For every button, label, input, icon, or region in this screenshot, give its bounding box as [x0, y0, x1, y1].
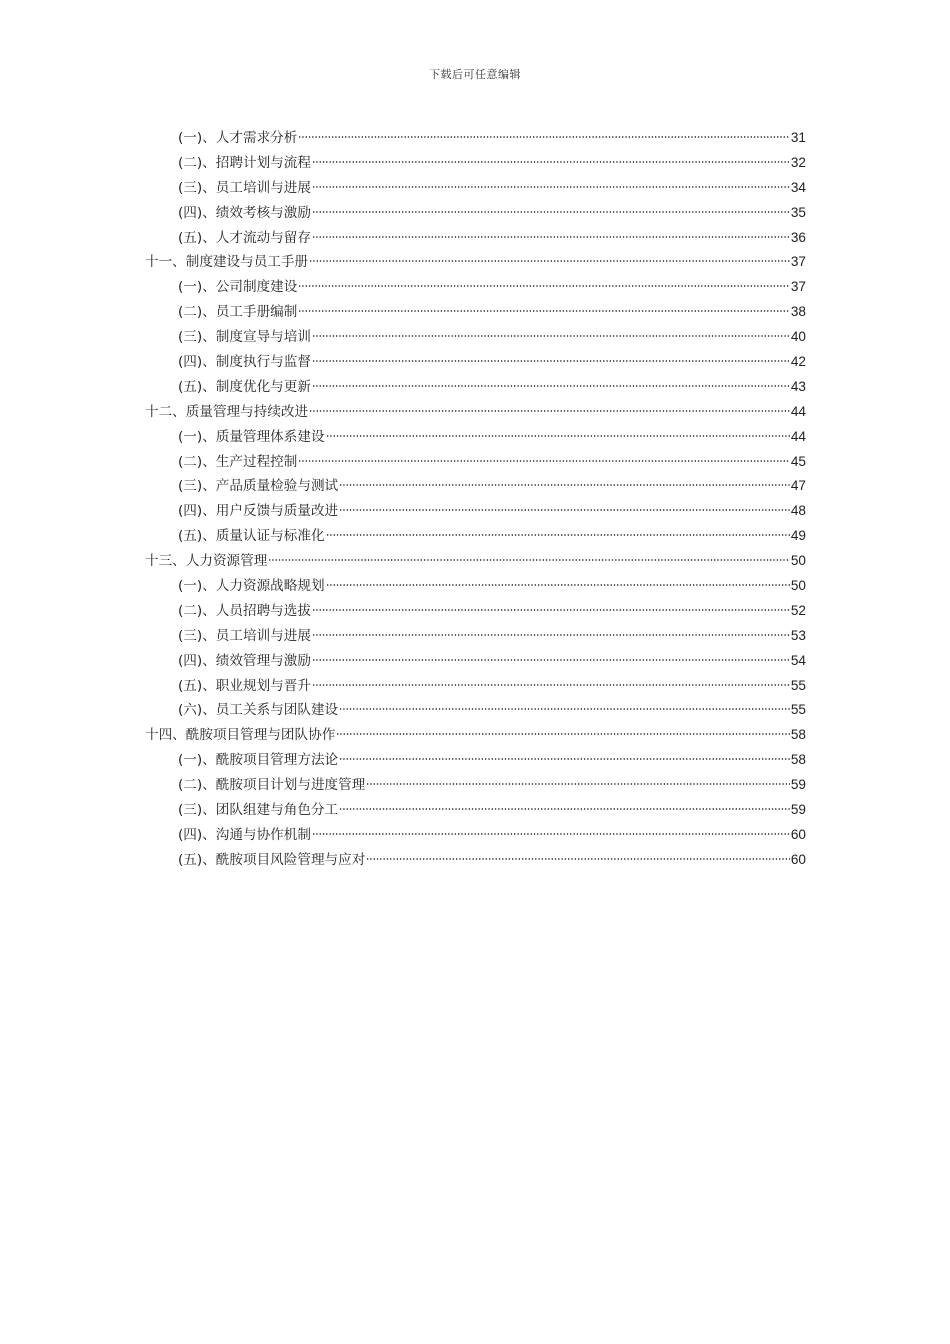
toc-dot-leader	[336, 733, 790, 735]
toc-section-entry[interactable]	[145, 350, 806, 375]
toc-entry-title: (二)、人员招聘与选拔	[178, 602, 311, 619]
toc-section-entry[interactable]	[145, 499, 806, 524]
toc-entry-title: (三)、员工培训与进展	[178, 179, 311, 196]
toc-dot-leader	[366, 858, 790, 860]
toc-section-entry[interactable]	[145, 275, 806, 300]
toc-dot-leader	[312, 684, 790, 686]
toc-section-entry[interactable]	[145, 823, 806, 848]
toc-page-number: 55	[790, 702, 806, 718]
toc-section-entry[interactable]	[145, 151, 806, 176]
toc-chapter-entry[interactable]	[145, 549, 806, 574]
toc-page-number: 48	[790, 503, 806, 519]
toc-page-number: 37	[790, 279, 806, 295]
toc-dot-leader	[309, 410, 790, 412]
toc-dot-leader	[312, 609, 790, 611]
toc-page-number: 36	[790, 229, 806, 245]
toc-entry-title: (五)、职业规划与晋升	[178, 677, 311, 694]
toc-dot-leader	[312, 659, 790, 661]
toc-chapter-entry[interactable]	[145, 400, 806, 425]
toc-entry-title: (二)、招聘计划与流程	[178, 154, 311, 171]
toc-entry-title: (二)、生产过程控制	[178, 453, 298, 470]
toc-page-number: 60	[790, 826, 806, 842]
toc-entry-title: (三)、员工培训与进展	[178, 627, 311, 644]
toc-dot-leader	[312, 161, 790, 163]
toc-dot-leader	[326, 435, 790, 437]
toc-section-entry[interactable]	[145, 848, 806, 873]
toc-section-entry[interactable]	[145, 474, 806, 499]
toc-dot-leader	[312, 236, 790, 238]
toc-section-entry[interactable]	[145, 325, 806, 350]
toc-dot-leader	[298, 460, 790, 462]
toc-section-entry[interactable]	[145, 574, 806, 599]
toc-page-number: 37	[790, 254, 806, 270]
toc-dot-leader	[326, 534, 790, 536]
toc-section-entry[interactable]	[145, 649, 806, 674]
toc-section-entry[interactable]	[145, 300, 806, 325]
toc-page-number: 42	[790, 354, 806, 370]
toc-section-entry[interactable]	[145, 624, 806, 649]
toc-entry-title: (一)、人力资源战略规划	[178, 578, 325, 595]
page-header: 下载后可任意编辑	[429, 68, 521, 81]
toc-dot-leader	[312, 385, 790, 387]
toc-entry-title: (四)、绩效管理与激励	[178, 652, 311, 669]
toc-page-number: 32	[790, 154, 806, 170]
toc-section-entry[interactable]	[145, 698, 806, 723]
toc-entry-title: 十一、制度建设与员工手册	[145, 254, 309, 271]
toc-entry-title: (三)、产品质量检验与测试	[178, 478, 339, 495]
toc-page-number: 47	[790, 478, 806, 494]
toc-section-entry[interactable]	[145, 375, 806, 400]
toc-entry-title: (五)、制度优化与更新	[178, 378, 311, 395]
toc-section-entry[interactable]	[145, 425, 806, 450]
toc-page-number: 50	[790, 578, 806, 594]
toc-entry-title: 十四、酰胺项目管理与团队协作	[145, 727, 336, 744]
toc-dot-leader	[366, 783, 790, 785]
toc-section-entry[interactable]	[145, 126, 806, 151]
toc-section-entry[interactable]	[145, 176, 806, 201]
toc-page-number: 40	[790, 329, 806, 345]
table-of-contents	[145, 126, 806, 873]
toc-dot-leader	[312, 833, 790, 835]
toc-entry-title: (四)、用户反馈与质量改进	[178, 503, 339, 520]
toc-page-number: 54	[790, 652, 806, 668]
toc-entry-title: (四)、沟通与协作机制	[178, 826, 311, 843]
toc-page-number: 34	[790, 179, 806, 195]
toc-dot-leader	[339, 758, 790, 760]
toc-dot-leader	[298, 285, 790, 287]
toc-section-entry[interactable]	[145, 524, 806, 549]
toc-dot-leader	[339, 708, 790, 710]
toc-dot-leader	[268, 559, 790, 561]
toc-entry-title: (五)、酰胺项目风险管理与应对	[178, 851, 366, 868]
toc-page-number: 50	[790, 553, 806, 569]
toc-entry-title: (二)、酰胺项目计划与进度管理	[178, 777, 366, 794]
toc-page-number: 58	[790, 727, 806, 743]
toc-page-number: 58	[790, 752, 806, 768]
toc-dot-leader	[312, 360, 790, 362]
toc-page-number: 44	[790, 428, 806, 444]
toc-dot-leader	[312, 634, 790, 636]
toc-dot-leader	[298, 310, 790, 312]
toc-entry-title: (一)、公司制度建设	[178, 279, 298, 296]
toc-chapter-entry[interactable]	[145, 250, 806, 275]
toc-entry-title: (四)、绩效考核与激励	[178, 204, 311, 221]
toc-page-number: 45	[790, 453, 806, 469]
toc-entry-title: (一)、酰胺项目管理方法论	[178, 752, 339, 769]
toc-section-entry[interactable]	[145, 773, 806, 798]
toc-page-number: 49	[790, 528, 806, 544]
toc-section-entry[interactable]	[145, 201, 806, 226]
toc-entry-title: (五)、人才流动与留存	[178, 229, 311, 246]
toc-page-number: 52	[790, 602, 806, 618]
toc-entry-title: (一)、人才需求分析	[178, 130, 298, 146]
toc-page-number: 60	[790, 851, 806, 867]
toc-dot-leader	[312, 211, 790, 213]
toc-entry-title: (一)、质量管理体系建设	[178, 428, 325, 445]
toc-entry-title: (五)、质量认证与标准化	[178, 528, 325, 545]
toc-dot-leader	[298, 136, 790, 138]
toc-section-entry[interactable]	[145, 599, 806, 624]
toc-page-number: 38	[790, 304, 806, 320]
toc-chapter-entry[interactable]	[145, 723, 806, 748]
toc-section-entry[interactable]	[145, 450, 806, 475]
toc-section-entry[interactable]	[145, 226, 806, 251]
toc-dot-leader	[326, 584, 790, 586]
toc-section-entry[interactable]	[145, 674, 806, 699]
toc-entry-title: 十二、质量管理与持续改进	[145, 403, 309, 420]
toc-entry-title: (四)、制度执行与监督	[178, 354, 311, 371]
toc-page-number: 55	[790, 677, 806, 693]
toc-page-number: 59	[790, 802, 806, 818]
toc-entry-title: (三)、制度宣导与培训	[178, 329, 311, 346]
toc-page-number: 31	[790, 130, 806, 145]
toc-dot-leader	[312, 335, 790, 337]
toc-dot-leader	[339, 484, 790, 486]
toc-page-number: 35	[790, 204, 806, 220]
toc-dot-leader	[309, 260, 790, 262]
toc-page-number: 53	[790, 627, 806, 643]
toc-entry-title: 十三、人力资源管理	[145, 553, 268, 570]
toc-entry-title: (六)、员工关系与团队建设	[178, 702, 339, 719]
toc-entry-title: (三)、团队组建与角色分工	[178, 802, 339, 819]
toc-dot-leader	[339, 808, 790, 810]
toc-section-entry[interactable]	[145, 748, 806, 773]
toc-section-entry[interactable]	[145, 798, 806, 823]
toc-entry-title: (二)、员工手册编制	[178, 304, 298, 321]
toc-page-number: 44	[790, 403, 806, 419]
toc-page-number: 59	[790, 777, 806, 793]
toc-page-number: 43	[790, 378, 806, 394]
toc-dot-leader	[339, 509, 790, 511]
toc-dot-leader	[312, 186, 790, 188]
